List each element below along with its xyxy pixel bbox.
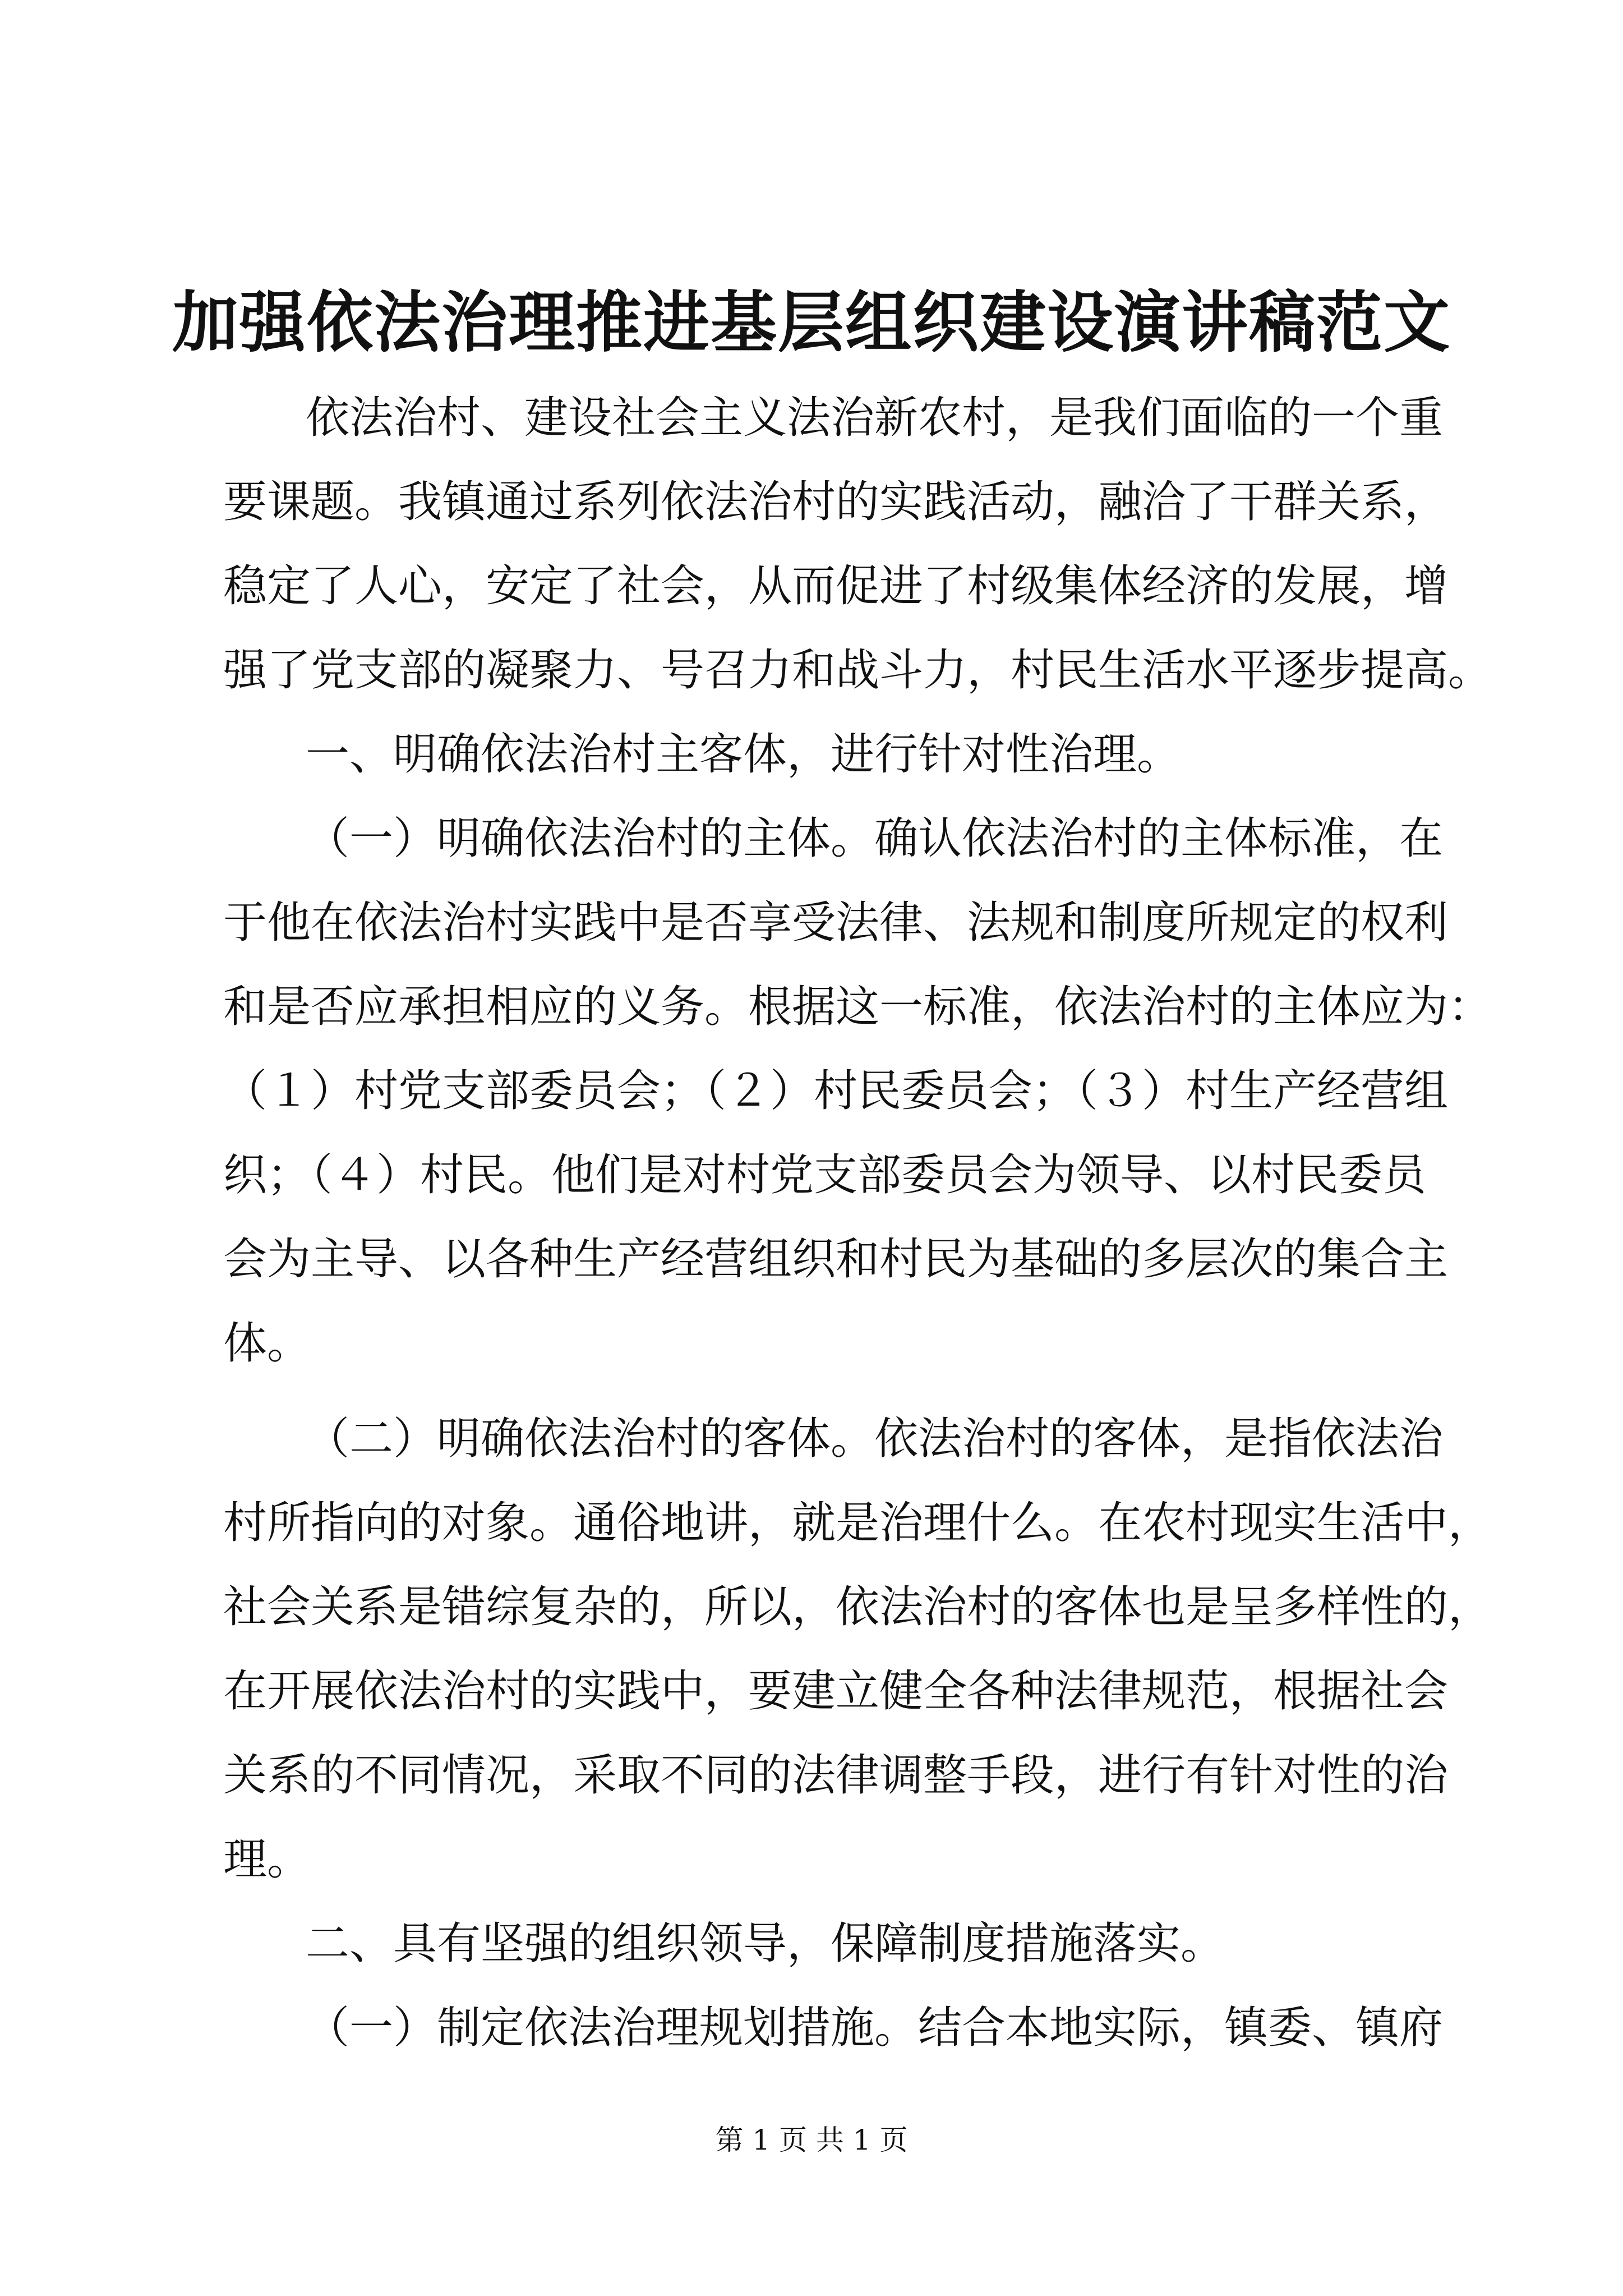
body-line: 体。 (223, 1318, 311, 1369)
body-line: 在开展依法治村的实践中，要建立健全各种法律规范，根据社会 (223, 1666, 1449, 1717)
subsection-heading: （一）制定依法治理规划措施。结合本地实际，镇委、镇府 (306, 2003, 1444, 2053)
subsection-heading: （二）明确依法治村的客体。依法治村的客体，是指依法治 (306, 1414, 1444, 1464)
body-line: 会为主导、以各种生产经营组织和村民为基础的多层次的集合主 (223, 1234, 1449, 1285)
body-line: 和是否应承担相应的义务。根据这一标准，依法治村的主体应为： (223, 982, 1492, 1032)
body-line: 要课题。我镇通过系列依法治村的实践活动，融洽了干群关系， (223, 477, 1449, 527)
body-line: 织；（４）村民。他们是对村党支部委员会为领导、以村民委员 (223, 1150, 1427, 1200)
body-line: 村所指向的对象。通俗地讲，就是治理什么。在农村现实生活中， (223, 1498, 1492, 1548)
body-line: 强了党支部的凝聚力、号召力和战斗力，村民生活水平逐步提高。 (223, 645, 1492, 696)
page-number: 第 1 页 共 1 页 (715, 2124, 908, 2156)
body-line: 稳定了人心，安定了社会，从而促进了村级集体经济的发展，增 (223, 561, 1449, 611)
body-line: 理。 (223, 1834, 311, 1885)
section-heading: 二、具有坚强的组织领导，保障制度措施落实。 (306, 1918, 1225, 1969)
body-line: 于他在依法治村实践中是否享受法律、法规和制度所规定的权利 (223, 898, 1449, 948)
subsection-heading: （一）明确依法治村的主体。确认依法治村的主体标准，在 (306, 813, 1444, 864)
section-heading: 一、明确依法治村主客体，进行针对性治理。 (306, 729, 1181, 780)
body-line: （１）村党支部委员会；（２）村民委员会；（３）村生产经营组 (223, 1066, 1449, 1116)
document-title: 加强依法治理推进基层组织建设演讲稿范文 (172, 283, 1451, 361)
body-line: 依法治村、建设社会主义法治新农村，是我们面临的一个重 (306, 393, 1444, 443)
body-line: 关系的不同情况，采取不同的法律调整手段，进行有针对性的治 (223, 1750, 1449, 1801)
body-line: 社会关系是错综复杂的，所以，依法治村的客体也是呈多样性的， (223, 1582, 1492, 1632)
